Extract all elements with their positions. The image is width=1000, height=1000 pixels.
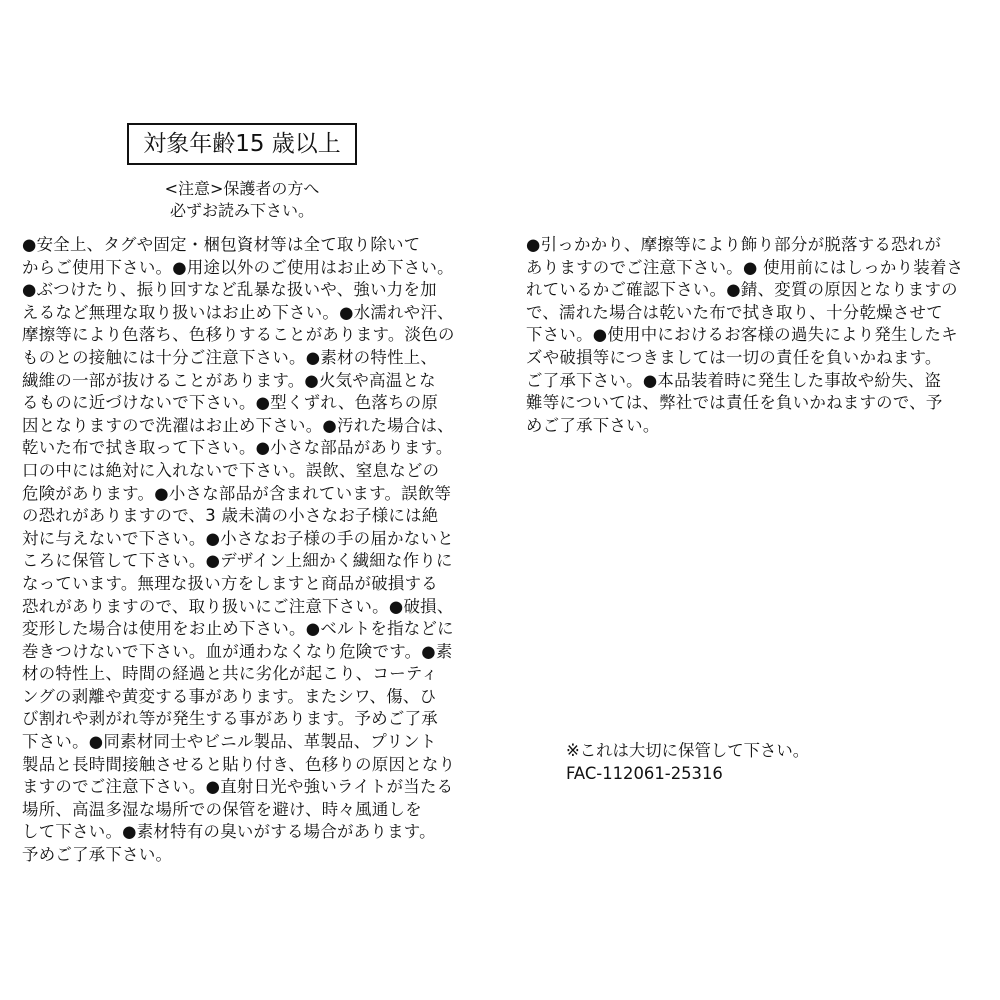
warning-line: 変形した場合は使用をお止め下さい。●ベルトを指などに — [22, 619, 454, 639]
warning-line: 危険があります。●小さな部品が含まれています。誤飲等 — [22, 483, 452, 503]
warning-line: 予めご了承下さい。 — [22, 845, 173, 865]
warning-line: して下さい。●素材特有の臭いがする場合があります。 — [22, 822, 436, 842]
warning-line: ●ぶつけたり、振り回すなど乱暴な扱いや、強い力を加 — [22, 280, 437, 300]
right-warning-column — [526, 234, 984, 437]
warning-line: 繊維の一部が抜けることがあります。●火気や高温とな — [22, 370, 436, 390]
warning-line: れているかご確認下さい。●錆、変質の原因となりますの — [526, 280, 958, 300]
warning-line: 材の特性上、時間の経過と共に劣化が起こり、コーティ — [22, 664, 438, 684]
warning-line: 恐れがありますので、取り扱いにご注意下さい。●破損、 — [22, 596, 454, 616]
warning-line: ありますのでご注意下さい。● 使用前にはしっかり装着さ — [526, 257, 964, 277]
warning-line: 難等については、弊社では責任を負いかねますので、予 — [526, 393, 943, 413]
guardian-notice-header — [127, 178, 357, 222]
product-code: FAC-112061-25316 — [566, 763, 723, 783]
warning-line: で、濡れた場合は乾いた布で拭き取り、十分乾燥させて — [526, 302, 943, 322]
warning-line: ングの剥離や黄変する事があります。またシワ、傷、ひ — [22, 686, 437, 706]
warning-line: なっています。無理な扱い方をしますと商品が破損する — [22, 573, 438, 593]
warning-line: 因となりますので洗濯はお止め下さい。●汚れた場合は、 — [22, 415, 454, 435]
warning-line: 乾いた布で拭き取って下さい。●小さな部品があります。 — [22, 438, 453, 458]
warning-line: えるなど無理な取り扱いはお止め下さい。●水濡れや汗、 — [22, 302, 454, 322]
warning-line: ころに保管して下さい。●デザイン上細かく繊細な作りに — [22, 551, 453, 571]
left-warning-column — [22, 234, 484, 867]
keep-instruction: ※これは大切に保管して下さい。 — [566, 741, 810, 760]
warning-line: るものに近づけないで下さい。●型くずれ、色落ちの原 — [22, 393, 439, 413]
warning-line: ズや破損等につきましては一切の責任を負いかねます。 — [526, 347, 942, 367]
warning-line: ものとの接触には十分ご注意下さい。●素材の特性上、 — [22, 347, 438, 367]
warning-line: 下さい。●同素材同士やビニル製品、革製品、プリント — [22, 732, 437, 752]
warning-line: 巻きつけないで下さい。血が通わなくなり危険です。●素 — [22, 641, 453, 661]
warning-line: ご了承下さい。●本品装着時に発生した事故や紛失、盗 — [526, 370, 942, 390]
warning-line: 口の中には絶対に入れないで下さい。誤飲、窒息などの — [22, 460, 440, 480]
age-rating-box: 対象年齢15 歳以上 — [127, 123, 357, 165]
notice-subtitle: 必ずお読み下さい。 — [169, 201, 314, 220]
warning-line: の恐れがありますので、3 歳未満の小さなお子様には絶 — [22, 506, 439, 526]
warning-line: 摩擦等により色落ち、色移りすることがあります。淡色の — [22, 325, 455, 345]
warning-line: ●安全上、タグや固定・梱包資材等は全て取り除いて — [22, 235, 421, 254]
warning-line: からご使用下さい。●用途以外のご使用はお止め下さい。 — [22, 257, 454, 277]
warning-line: めご了承下さい。 — [526, 415, 660, 435]
warning-line: ますのでご注意下さい。●直射日光や強いライトが当たる — [22, 777, 454, 797]
storage-note — [566, 740, 966, 785]
warning-line: 製品と長時間接触させると貼り付き、色移りの原因となり — [22, 754, 456, 774]
warning-line: 場所、高温多湿な場所での保管を避け、時々風通しを — [22, 799, 422, 819]
warning-line: 下さい。●使用中におけるお客様の過失により発生したキ — [526, 325, 958, 345]
warning-line: ●引っかかり、摩擦等により飾り部分が脱落する恐れが — [526, 235, 942, 254]
warning-line: び割れや剥がれ等が発生する事があります。予めご了承 — [22, 709, 438, 729]
warning-line: 対に与えないで下さい。●小さなお子様の手の届かないと — [22, 528, 454, 548]
notice-title: <注意>保護者の方へ — [164, 179, 320, 198]
